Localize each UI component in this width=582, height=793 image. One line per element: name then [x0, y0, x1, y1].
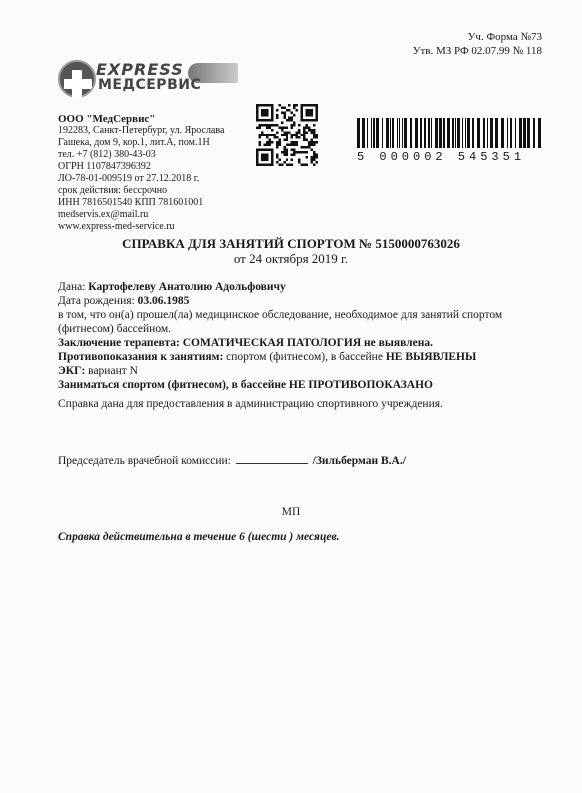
contraindications-label: Противопоказания к занятиям:: [58, 351, 224, 363]
given-label: Дана:: [58, 281, 86, 293]
organization-name: ООО "МедСервис": [58, 113, 156, 125]
contraindications-value: НЕ ВЫЯВЛЕНЫ: [385, 351, 477, 363]
form-number: Уч. Форма №73: [467, 31, 542, 43]
signature-line: [236, 453, 308, 464]
certificate-body: [58, 280, 528, 392]
signature-block: [58, 453, 406, 467]
company-logo: [58, 57, 238, 103]
certificate-date: от 24 октября 2019 г.: [233, 251, 349, 266]
validity-text: Справка действительна в течение 6 (шести ) месяцев.: [58, 531, 340, 543]
org-line: ЛО-78-01-009519 от 27.12.2018 г.: [58, 173, 200, 184]
statement-text: в том, что он(а) прошел(ла) медицинское обследование, необходимое для занятий спортом (фитнесом) бассейном.: [58, 309, 503, 335]
barcode-number: 5 000002 545351: [357, 150, 526, 164]
allowed-statement: Заниматься спортом (фитнесом), в бассейне НЕ ПРОТИВОПОКАЗАНО: [58, 379, 434, 391]
logo-text-top: EXPRESS: [96, 60, 184, 79]
org-line: medservis.ex@mail.ru: [58, 209, 149, 220]
title-prefix: СПРАВКА ДЛЯ ЗАНЯТИЙ СПОРТОМ №: [122, 236, 373, 251]
form-reference: [413, 30, 542, 58]
barcode-icon: [357, 118, 542, 148]
organization-details: [58, 113, 224, 233]
contraindications-scope: спортом (фитнесом), в бассейне: [226, 351, 383, 363]
org-line: Гашека, дом 9, кор.1, лит.А, пом.1Н: [58, 137, 210, 148]
patient-name: Картофелеву Анатолию Адольфовичу: [88, 281, 286, 293]
org-line: ОГРН 1107847396392: [58, 161, 151, 172]
org-line: ИНН 7816501540 КПП 781601001: [58, 197, 204, 208]
therapist-label: Заключение терапевта:: [58, 337, 180, 349]
birth-label: Дата рождения:: [58, 295, 135, 307]
org-line: www.express-med-service.ru: [58, 221, 175, 232]
medical-cross-icon: [58, 60, 96, 98]
org-line: тел. +7 (812) 380-43-03: [58, 149, 156, 160]
birth-date: 03.06.1985: [137, 295, 190, 307]
qr-code-icon: [256, 104, 318, 166]
purpose-text: Справка дана для предоставления в администрацию спортивного учреждения.: [58, 398, 443, 410]
certificate-title: [0, 236, 582, 252]
certificate-number: 5150000763026: [375, 236, 460, 251]
org-line: срок действия: бессрочно: [58, 185, 168, 196]
ecg-label: ЭКГ:: [58, 365, 86, 377]
stamp-place: МП: [281, 506, 301, 518]
signature-label: Председатель врачебной комиссии:: [58, 455, 231, 467]
signatory-name: /Зильберман В.А./: [312, 455, 406, 467]
logo-text-bottom: МЕДСЕРВИС: [98, 77, 202, 93]
form-approval: Утв. МЗ РФ 02.07.99 № 118: [412, 45, 542, 57]
org-line: 192283, Санкт-Петербург, ул. Ярослава: [58, 125, 225, 136]
therapist-conclusion: СОМАТИЧЕСКАЯ ПАТОЛОГИЯ не выявлена.: [182, 337, 433, 349]
ecg-value: вариант N: [88, 365, 138, 377]
